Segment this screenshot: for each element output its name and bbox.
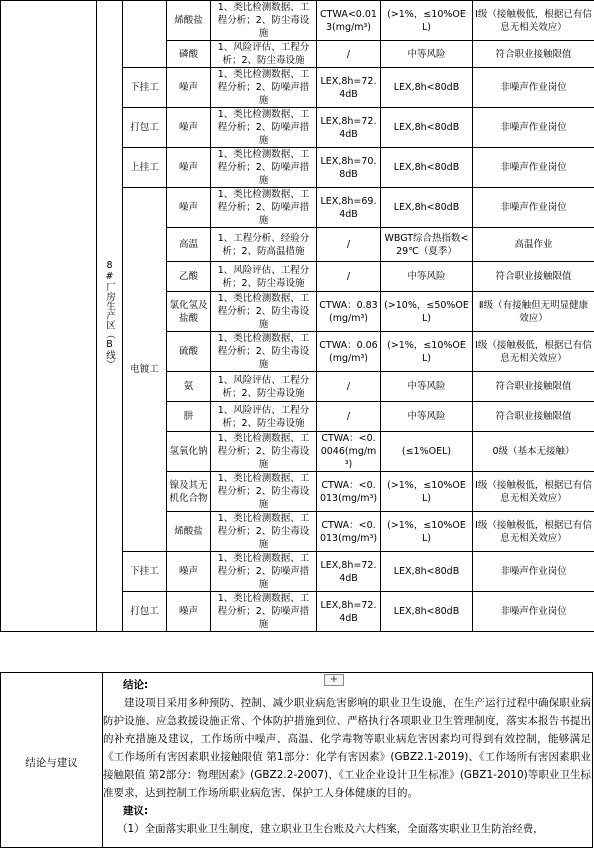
hazard-factor-cell: 镍及其无机化合物 — [167, 472, 211, 512]
conclusion-cell: 非噪声作业岗位 — [473, 188, 594, 228]
range-cell: LEX,8h<80dB — [381, 148, 473, 188]
conclusion-cell: Ⅰ级（接触极低，根据已有信息无相关效应） — [473, 472, 594, 512]
value-cell: LEX,8h=72.4dB — [317, 552, 381, 592]
value-cell: / — [317, 41, 381, 68]
hazard-factor-cell: 硫酸 — [167, 332, 211, 372]
conclusion-cell: 非噪声作业岗位 — [473, 592, 594, 632]
region-label-text: 8#厂房生产区（B线） — [104, 259, 115, 369]
method-cell: 1、风险评估、工程分析；2、防尘毒设施 — [211, 402, 317, 432]
hazard-factor-cell: 氨 — [167, 372, 211, 402]
method-cell: 1、类比检测数据、工程分析；2、防噪声措施 — [211, 552, 317, 592]
hazard-factor-cell: 烯酸盐 — [167, 1, 211, 41]
value-cell: CTWA：0.83(mg/m³) — [317, 292, 381, 332]
post-cell: 下挂工 — [123, 552, 167, 592]
conclusion-heading: 结论: — [123, 679, 149, 691]
post-cell: 打包工 — [123, 592, 167, 632]
conclusion-cell: 非噪声作业岗位 — [473, 108, 594, 148]
hazard-factor-cell: 烯酸盐 — [167, 512, 211, 552]
range-cell: (>1%，≤10%OEL) — [381, 512, 473, 552]
method-cell: 1、类比检测数据、工程分析；2、防噪声措施 — [211, 108, 317, 148]
method-cell: 1、类比检测数据、工程分析；2、防尘毒设施 — [211, 432, 317, 472]
suggestion-item: （1）全面落实职业卫生制度，建立职业卫生台账及六大档案，全面落实职业卫生防治经费， — [117, 823, 544, 835]
post-cell: 上挂工 — [123, 148, 167, 188]
range-cell: LEX,8h<80dB — [381, 552, 473, 592]
conclusion-cell: Ⅰ级（接触极低，根据已有信息无相关效应） — [473, 332, 594, 372]
table-row — [1, 1, 594, 41]
value-cell: CTWA：<0.0046(mg/m³) — [317, 432, 381, 472]
conclusion-cell: Ⅰ级（接触极低，根据已有信息无相关效应） — [473, 512, 594, 552]
region-label — [97, 1, 123, 632]
method-cell: 1、类比检测数据、工程分析；2、防噪声措施 — [211, 148, 317, 188]
range-cell: 中等风险 — [381, 262, 473, 292]
hazard-factor-cell: 肼 — [167, 402, 211, 432]
method-cell: 1、类比检测数据、工程分析；2、防尘毒设施 — [211, 512, 317, 552]
hazard-factor-cell: 高温 — [167, 228, 211, 262]
conclusion-paragraph: 建设项目采用多种预防、控制、减少职业病危害影响的职业卫生设施，在生产运行过程中确保职业病防护设施、应急救援设施正常、个体防护措施到位、严格执行各项职业卫生管理制度，落实本报告书提出的补充措施及建议，工作场所中噪声、高温、化学毒物等职业病危害因素均可得到有效控制，能够满足《工作场所有害因素职业接触限值 第1部分：化学有害因素》(GBZ2.1-2019)、《工作场所有害因素职业接触限值 第2部分：物理因素》(GBZ2.2-2007)、《工业企业设计卫生标准》(GBZ1-2010)等职业卫生标准要求，达到控制工作场所职业病危害、保护工人身体健康的目的。 — [103, 697, 591, 799]
post-cell — [123, 1, 167, 68]
method-cell: 1、风险评估、工程分析；2、防尘毒设施 — [211, 372, 317, 402]
range-cell: LEX,8h<80dB — [381, 68, 473, 108]
conclusion-cell: 非噪声作业岗位 — [473, 552, 594, 592]
method-cell: 1、类比检测数据、工程分析；2、防噪声措施 — [211, 188, 317, 228]
range-cell: 中等风险 — [381, 402, 473, 432]
value-cell: CTWA<0.013(mg/m³) — [317, 1, 381, 41]
conclusion-cell: 符合职业接触限值 — [473, 262, 594, 292]
range-cell: (≤1%OEL) — [381, 432, 473, 472]
value-cell: LEX,8h=72.4dB — [317, 592, 381, 632]
hazard-factor-cell: 氢氧化钠 — [167, 432, 211, 472]
method-cell: 1、类比检测数据、工程分析；2、防尘毒设施 — [211, 1, 317, 41]
post-cell: 下挂工 — [123, 68, 167, 108]
method-cell: 1、风险评估、工程分析；2、防尘毒设施 — [211, 41, 317, 68]
hazard-factor-cell: 噪声 — [167, 68, 211, 108]
range-cell: LEX,8h<80dB — [381, 592, 473, 632]
method-cell: 1、类比检测数据、工程分析；2、防尘毒设施 — [211, 292, 317, 332]
method-cell: 1、工程分析、经验分析；2、防高温措施 — [211, 228, 317, 262]
conclusion-cell: 非噪声作业岗位 — [473, 148, 594, 188]
range-cell: 中等风险 — [381, 41, 473, 68]
range-cell: WBGT综合热指数<29℃（夏季） — [381, 228, 473, 262]
hazard-factor-cell: 磷酸 — [167, 41, 211, 68]
value-cell: CTWA：<0.013(mg/m³) — [317, 472, 381, 512]
value-cell: / — [317, 372, 381, 402]
conclusion-cell: 符合职业接触限值 — [473, 41, 594, 68]
value-cell: / — [317, 228, 381, 262]
range-cell: (>1%，≤10%OEL) — [381, 1, 473, 41]
hazard-factor-cell: 噪声 — [167, 148, 211, 188]
table-move-handle[interactable]: + — [324, 674, 344, 686]
hazard-factor-cell: 噪声 — [167, 108, 211, 148]
hazard-factor-cell: 噪声 — [167, 188, 211, 228]
range-cell: (>1%，≤10%OEL) — [381, 472, 473, 512]
conclusion-cell: 符合职业接触限值 — [473, 402, 594, 432]
conclusion-cell: Ⅱ级（有接触但无明显健康效应） — [473, 292, 594, 332]
method-cell: 1、风险评估、工程分析；2、防尘毒设施 — [211, 262, 317, 292]
value-cell: CTWA：0.06(mg/m³) — [317, 332, 381, 372]
method-cell: 1、类比检测数据、工程分析；2、防尘毒设施 — [211, 332, 317, 372]
method-cell: 1、类比检测数据、工程分析；2、防尘毒设施 — [211, 472, 317, 512]
value-cell: / — [317, 262, 381, 292]
value-cell: LEX,8h=72.4dB — [317, 108, 381, 148]
value-cell: LEX,8h=70.8dB — [317, 148, 381, 188]
conclusion-text — [103, 676, 591, 838]
suggestion-heading: 建议: — [123, 805, 149, 817]
range-cell: 中等风险 — [381, 372, 473, 402]
method-cell: 1、类比检测数据、工程分析；2、防噪声措施 — [211, 592, 317, 632]
range-cell: (>10%，≤50%OEL) — [381, 292, 473, 332]
hazard-factor-cell: 乙酸 — [167, 262, 211, 292]
conclusion-cell: 高温作业 — [473, 228, 594, 262]
range-cell: LEX,8h<80dB — [381, 108, 473, 148]
conclusion-cell: 符合职业接触限值 — [473, 372, 594, 402]
range-cell: (>1%，≤10%OEL) — [381, 332, 473, 372]
hazard-factor-cell: 噪声 — [167, 592, 211, 632]
value-cell: CTWA：<0.013(mg/m³) — [317, 512, 381, 552]
method-cell: 1、类比检测数据、工程分析；2、防噪声措施 — [211, 68, 317, 108]
post-cell: 电镀工 — [123, 188, 167, 552]
hazard-factor-cell: 氯化氢及盐酸 — [167, 292, 211, 332]
conclusion-cell: Ⅰ级（接触极低，根据已有信息无相关效应） — [473, 1, 594, 41]
conclusion-label: 结论与建议 — [25, 756, 78, 769]
range-cell: LEX,8h<80dB — [381, 188, 473, 228]
value-cell: LEX,8h=69.4dB — [317, 188, 381, 228]
left-blank-cell — [1, 1, 97, 632]
post-cell: 打包工 — [123, 108, 167, 148]
value-cell: / — [317, 402, 381, 432]
hazard-factor-cell: 噪声 — [167, 552, 211, 592]
conclusion-cell: 非噪声作业岗位 — [473, 68, 594, 108]
conclusion-cell: 0级（基本无接触） — [473, 432, 594, 472]
value-cell: LEX,8h=72.4dB — [317, 68, 381, 108]
